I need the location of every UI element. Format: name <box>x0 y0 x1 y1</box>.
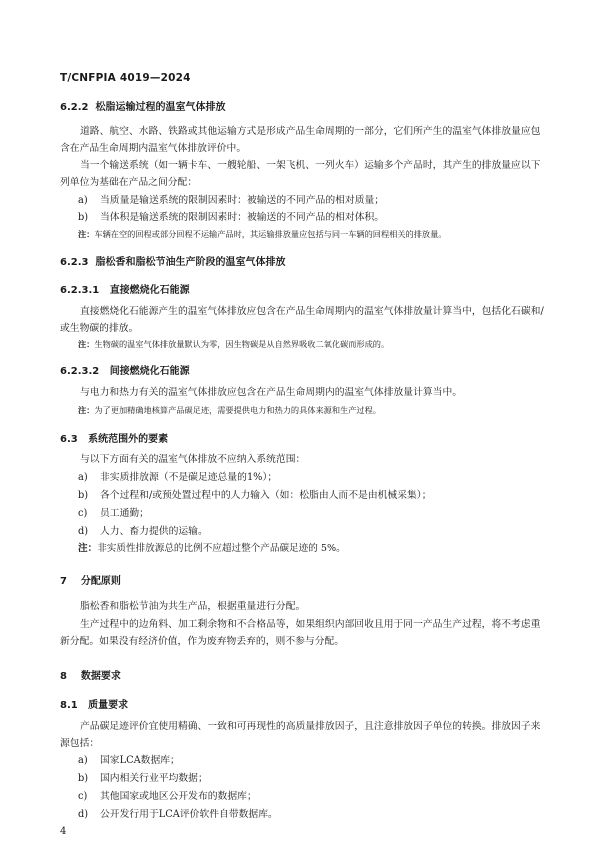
note-label: 注： <box>78 543 98 554</box>
list-text: 公开发行用于LCA评价软件自带数据库。 <box>100 809 278 820</box>
note-label: 注： <box>78 229 95 239</box>
list-item <box>78 469 538 486</box>
section-number: 8.1 <box>60 700 78 711</box>
section-title: 直接燃烧化石能源 <box>109 285 190 296</box>
note <box>78 228 548 240</box>
section-number: 6.2.3.1 <box>60 285 100 296</box>
list-item <box>78 192 538 209</box>
page-number: 4 <box>60 826 67 837</box>
list-label: b) <box>78 490 89 501</box>
list-label: a) <box>78 755 88 766</box>
list-label: a) <box>78 472 88 483</box>
list-label: d) <box>78 526 89 537</box>
list-text: 国内相关行业平均数据； <box>100 773 208 784</box>
list-item <box>78 788 538 805</box>
list-text: 人力、畜力提供的运输。 <box>100 526 208 537</box>
list-label: b) <box>78 773 89 784</box>
note <box>78 338 548 350</box>
list-item <box>78 523 538 540</box>
list-item <box>78 487 538 504</box>
section-heading-8-1 <box>60 696 128 711</box>
list-text: 其他国家或地区公开发布的数据库； <box>100 791 257 802</box>
section-title: 分配原则 <box>80 576 121 587</box>
section-number: 6.2.3.2 <box>60 366 100 377</box>
paragraph: 直接燃烧化石能源产生的温室气体排放应包含在产品生命周期内的温室气体排放量计算当中，包括化石碳和/或生物碳的排放。 <box>60 306 544 334</box>
section-number: 6.2.3 <box>60 257 89 268</box>
paragraph: 与以下方面有关的温室气体排放不应纳入系统范围： <box>80 454 306 465</box>
note-label: 注： <box>78 339 95 349</box>
note-label: 注： <box>78 405 95 415</box>
list-text: 非实质排放源（不是碳足迹总量的1%）； <box>100 472 278 483</box>
note-text: 非实质性排放源总的比例不应超过整个产品碳足迹的 5%。 <box>97 543 346 554</box>
section-heading-6-2-3 <box>60 253 285 268</box>
list-item <box>78 770 538 787</box>
section-heading-6-3 <box>60 430 168 445</box>
list-text: 各个过程和/或预处置过程中的人力输入（如：松脂由人而不是由机械采集）； <box>100 490 432 501</box>
paragraph: 当一个输送系统（如一辆卡车、一艘轮船、一架飞机、一列火车）运输多个产品时，其产生的排放量应以下列单位为基础在产品之间分配： <box>60 160 541 188</box>
list-item <box>78 806 538 823</box>
section-title: 系统范围外的要素 <box>88 434 169 445</box>
section-title: 质量要求 <box>88 700 129 711</box>
note-text: 为了更加精确地核算产品碳足迹，需要提供电力和热力的具体来源和生产过程。 <box>94 405 381 415</box>
list-item <box>78 209 538 226</box>
section-title: 间接燃烧化石能源 <box>109 366 190 377</box>
note-text: 生物碳的温室气体排放量默认为零，因生物碳是从自然界吸收二氧化碳而形成的。 <box>94 339 390 349</box>
note-text: 车辆在空的回程或部分回程不运输产品时，其运输排放量应包括与同一车辆的回程相关的排放量。 <box>94 229 447 239</box>
section-heading-7 <box>60 572 121 587</box>
list-text: 当体积是输送系统的限制因素时：被输送的不同产品的相对体积。 <box>100 212 385 223</box>
list-label: c) <box>78 791 88 802</box>
paragraph: 生产过程中的边角料、加工剩余物和不合格品等，如果组织内部回收且用于同一产品生产过程，将不考虑重新分配。如果没有经济价值，作为废弃物丢弃的，则不参与分配。 <box>60 619 541 647</box>
section-title: 数据要求 <box>80 671 121 682</box>
list-label: b) <box>78 212 89 223</box>
list-label: a) <box>78 195 88 206</box>
list-text: 员工通勤； <box>100 508 149 519</box>
list-text: 当质量是输送系统的限制因素时：被输送的不同产品的相对质量； <box>100 195 385 206</box>
paragraph: 产品碳足迹评价宜使用精确、一致和可再现性的高质量排放因子，且注意排放因子单位的转换。排放因子来源包括： <box>60 721 541 749</box>
paragraph: 与电力和热力有关的温室气体排放应包含在产品生命周期内的温室气体排放量计算当中。 <box>80 387 463 398</box>
paragraph: 脂松香和脂松节油为共生产品，根据重量进行分配。 <box>80 601 306 612</box>
list-item <box>78 752 538 769</box>
list-text: 国家LCA数据库； <box>100 755 180 766</box>
section-number: 7 <box>60 576 67 587</box>
list-label: c) <box>78 508 88 519</box>
section-number: 8 <box>60 671 67 682</box>
note <box>78 541 548 556</box>
section-heading-8 <box>60 667 121 682</box>
section-heading-6-2-2 <box>60 98 225 113</box>
section-number: 6.3 <box>60 434 78 445</box>
section-title: 脂松香和脂松节油生产阶段的温室气体排放 <box>95 257 286 268</box>
standard-code-header: T/CNFPIA 4019—2024 <box>60 72 191 84</box>
list-item <box>78 505 538 522</box>
section-number: 6.2.2 <box>60 102 89 113</box>
section-heading-6-2-3-1 <box>60 281 190 296</box>
section-heading-6-2-3-2 <box>60 362 190 377</box>
list-label: d) <box>78 809 89 820</box>
paragraph: 道路、航空、水路、铁路或其他运输方式是形成产品生命周期的一部分，它们所产生的温室气体排放量应包含在产品生命周期内温室气体排放评价中。 <box>60 126 541 154</box>
section-title: 松脂运输过程的温室气体排放 <box>95 102 226 113</box>
note <box>78 404 548 416</box>
